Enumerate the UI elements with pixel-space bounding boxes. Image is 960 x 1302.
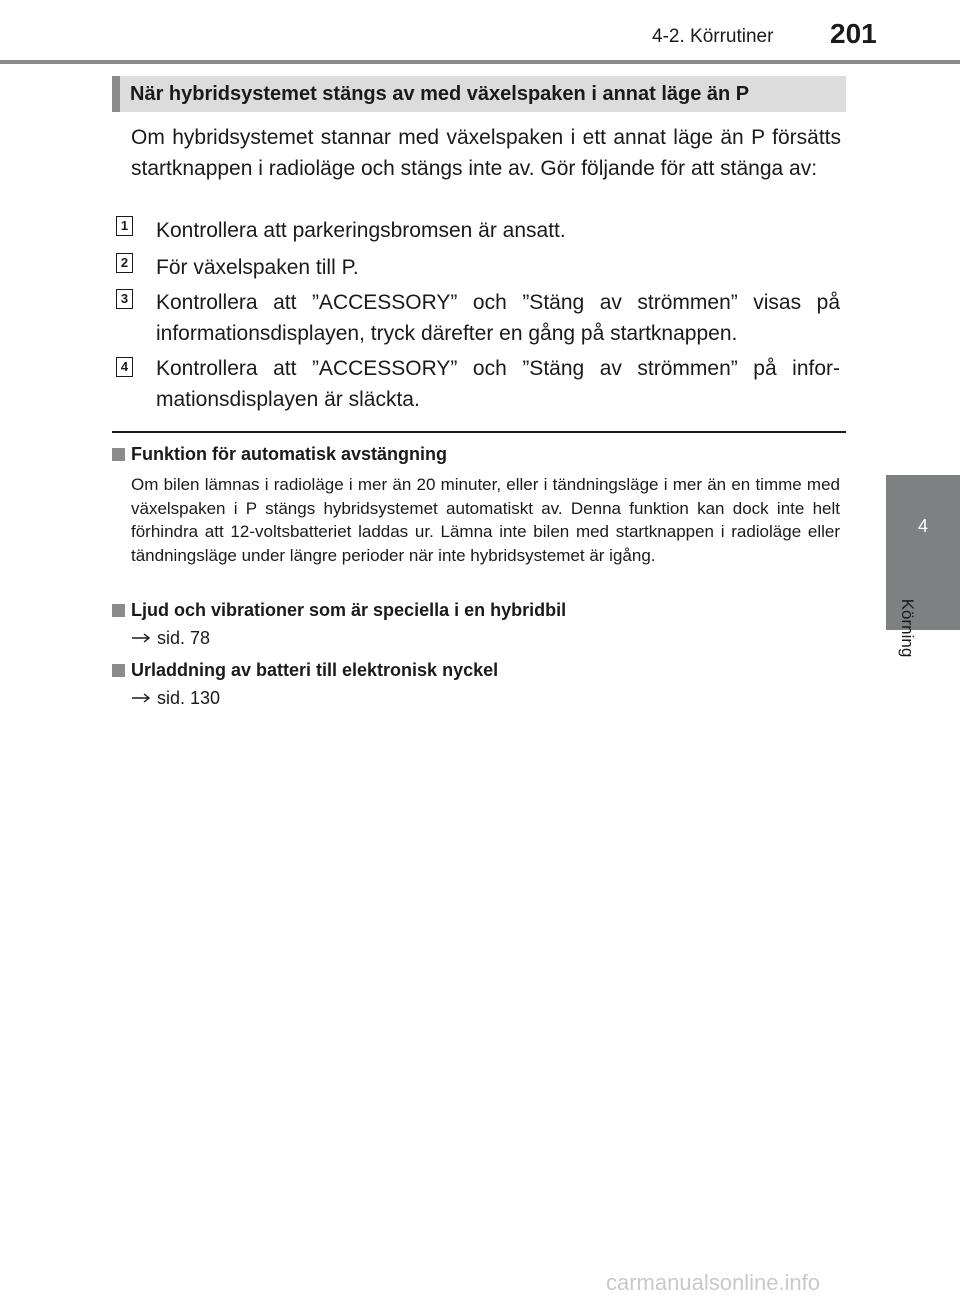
watermark: carmanualsonline.info — [606, 1270, 821, 1295]
chapter-label-box — [894, 578, 920, 678]
step-number-1: 1 — [116, 216, 133, 236]
section-heading-text: När hybridsystemet stängs av med växelspaken i annat läge än P — [130, 83, 750, 105]
square-bullet-icon — [112, 664, 125, 677]
arrow-right-icon — [131, 632, 151, 644]
note-title-auto-off: Funktion för automatisk avstängning — [131, 444, 448, 464]
step-text-1: Kontrollera att parkeringsbromsen är ansatt. — [156, 219, 566, 242]
step-text-2: För växelspaken till P. — [156, 256, 359, 279]
chapter-number: 4 — [917, 516, 928, 536]
header-rule — [0, 60, 960, 64]
note-title-sounds: Ljud och vibrationer som är speciella i en hybridbil — [131, 600, 567, 620]
square-bullet-icon — [112, 448, 125, 461]
chapter-label: Körning — [898, 598, 917, 658]
page-reference[interactable] — [131, 628, 210, 649]
section-heading — [112, 76, 846, 112]
section-divider — [112, 431, 846, 433]
page-number: 201 — [830, 18, 877, 49]
square-bullet-icon — [112, 604, 125, 617]
arrow-right-icon — [131, 692, 151, 704]
header-section-title: 4-2. Körrutiner — [652, 26, 774, 47]
note-body-auto-off: Om bilen lämnas i radioläge i mer än 20 minuter, eller i tändningsläge i mer än en timme med växelspaken i P stängs hybridsystemet automatiskt av. Denna funktion kan dock inte helt förhindra att 12-voltsbatteriet laddas ur. Lämna inte bilen med startknappen i radioläge eller tändningsläge under längre perioder när inte hybridsystemet är igång. — [131, 475, 840, 565]
note-title-key-battery: Urladdning av batteri till elektronisk nyckel — [131, 660, 499, 680]
step-number-3: 3 — [116, 289, 133, 309]
step-number-2: 2 — [116, 253, 133, 273]
page-reference-text: sid. 78 — [157, 628, 211, 648]
step-number-4: 4 — [116, 357, 133, 377]
step-text-3: Kontrollera att ”ACCESSORY” och ”Stäng av strömmen” visas på informationsdisplayen, tryck därefter en gång på startknappen. — [156, 291, 840, 345]
page-reference[interactable] — [131, 688, 220, 709]
intro-paragraph: Om hybridsystemet stannar med växelspaken i ett annat läge än P försätts startknappen i radioläge och stängs inte av. Gör följande för att stänga av: — [131, 126, 841, 180]
step-text-4: Kontrollera att ”ACCESSORY” och ”Stäng av strömmen” på infor-mationsdisplayen är släckta. — [156, 357, 840, 411]
page-reference-text: sid. 130 — [157, 688, 221, 708]
